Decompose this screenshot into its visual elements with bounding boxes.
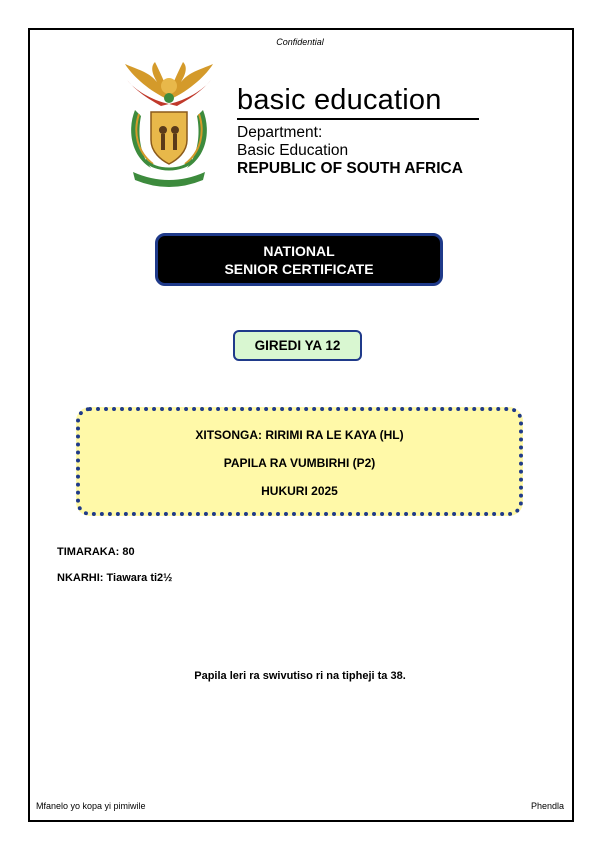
confidential-label: Confidential <box>276 37 324 47</box>
total-marks: TIMARAKA: 80 <box>57 546 135 558</box>
brand-divider <box>237 118 479 120</box>
certificate-banner <box>155 233 443 286</box>
certificate-line-2: SENIOR CERTIFICATE <box>224 260 374 277</box>
exam-duration: NKARHI: Tiawara ti2½ <box>57 572 173 584</box>
subject-paper: PAPILA RA VUMBIRHI (P2) <box>223 456 376 470</box>
subject-panel <box>76 407 523 516</box>
brand-title: basic education <box>237 84 442 116</box>
turn-over-label: Phendla <box>530 801 564 811</box>
grade-badge: GIREDI YA 12 <box>233 330 362 361</box>
coat-of-arms-icon <box>117 60 221 190</box>
department-label: Department: <box>237 124 323 141</box>
certificate-line-1: NATIONAL <box>263 242 335 259</box>
department-name: Basic Education <box>237 142 349 159</box>
copyright-notice: Mfanelo yo kopa yi pimiwile <box>36 801 146 811</box>
subject-language: XITSONGA: RIRIMI RA LE KAYA (HL) <box>195 428 404 442</box>
country-name: REPUBLIC OF SOUTH AFRICA <box>237 160 463 177</box>
page-count-note: Papila leri ra swivutiso ri na tipheji ta 38. <box>194 670 406 682</box>
subject-session: HUKURI 2025 <box>261 484 338 498</box>
